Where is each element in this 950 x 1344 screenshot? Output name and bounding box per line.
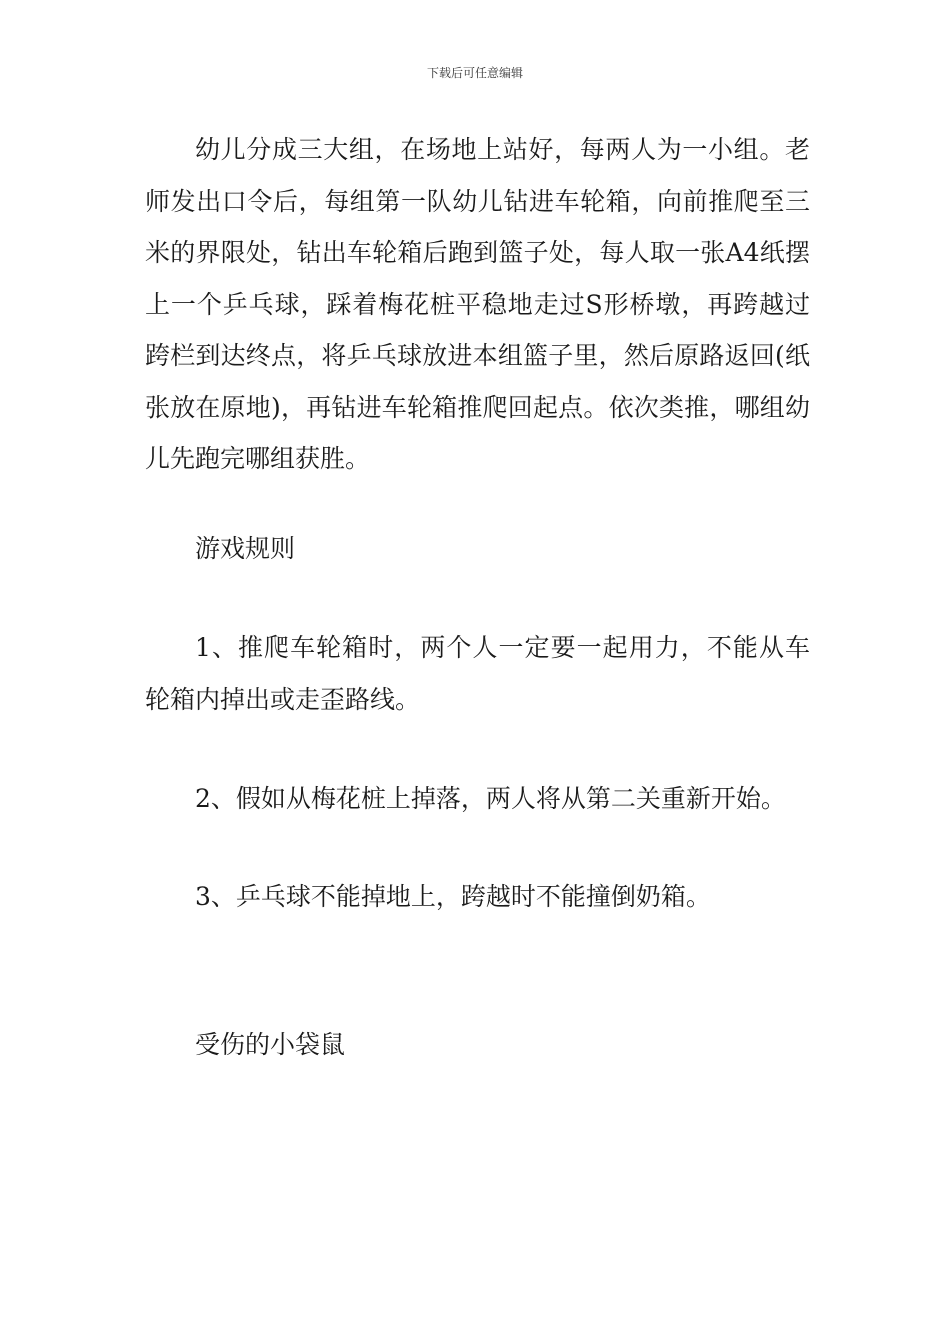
next-section-title: 受伤的小袋鼠 [195, 1030, 346, 1059]
rule-item-3: 3、乒乓球不能掉地上，跨越时不能撞倒奶箱。 [195, 882, 711, 911]
page-header-note: 下载后可任意编辑 [426, 66, 523, 80]
intro-paragraph: 幼儿分成三大组，在场地上站好，每两人为一小组。老师发出口令后，每组第一队幼儿钻进车轮箱，向前推爬至三米的界限处，钻出车轮箱后跑到篮子处，每人取一张A4纸摆上一个乒乓球，踩着梅花桩平稳地走过S形桥墩，再跨越过跨栏到达终点，将乒乓球放进本组篮子里，然后原路返回(纸张放在原地)，再钻进车轮箱推爬回起点。依次类推，哪组幼儿先跑完哪组获胜。 [145, 135, 810, 473]
rules-heading: 游戏规则 [195, 534, 296, 563]
rule-item-1: 1、推爬车轮箱时，两个人一定要一起用力，不能从车轮箱内掉出或走歪路线。 [145, 633, 810, 714]
rule-item-2: 2、假如从梅花桩上掉落，两人将从第二关重新开始。 [195, 784, 786, 813]
